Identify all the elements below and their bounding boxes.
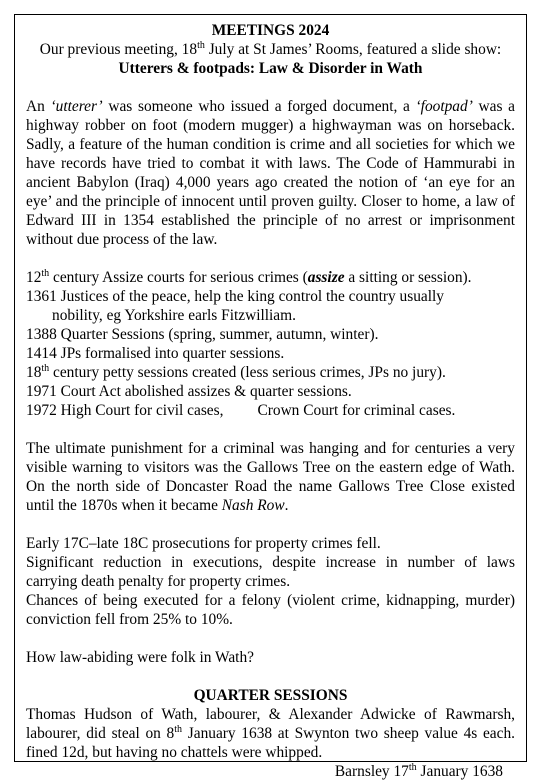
prosecutions-line-1: Early 17C–late 18C prosecutions for property crimes fell.: [26, 535, 381, 552]
quarter-sessions-record: [26, 705, 515, 762]
signoff-a: Barnsley 17: [334, 763, 409, 780]
signoff-line: [26, 762, 515, 781]
para1-text-3: was a highway robber on foot (modern mugger) a highwayman was on horseback. Sadly, a feature of the human condition is crime and all societies for which we have records have tried to combat it with laws. The Code of Hammurabi in ancient Babylon (Iraq) 4,000 years ago created the notion of ‘an eye for an eye’ and the principle of innocent until proven guilty. Closer to home, a law of Edward III in 1354 established the principle of no arrest or imprisonment without due process of the law.: [26, 98, 515, 248]
spacer: [26, 420, 515, 439]
court-timeline: [26, 268, 515, 420]
t7b: Crown Court for criminal cases.: [257, 402, 456, 419]
t5sup: th: [41, 362, 50, 374]
t1b: century Assize courts for serious crimes (: [49, 269, 308, 286]
paragraph-definitions: [26, 97, 515, 249]
question-line: How law-abiding were folk in Wath?: [26, 649, 254, 666]
t1sup: th: [41, 267, 50, 279]
prosecutions-line-2: Significant reduction in executions, despite increase in number of laws carrying death penalty for property crimes.: [26, 554, 515, 590]
t1d: a sitting or session).: [344, 269, 472, 286]
prosecutions-line-3: Chances of being executed for a felony (violent crime, kidnapping, murder) conviction fell from 25% to 10%.: [26, 592, 515, 628]
quarter-sessions-heading: QUARTER SESSIONS: [193, 687, 348, 704]
spacer: [26, 249, 515, 268]
t1a: 12: [26, 269, 42, 286]
timeline-line-2: 1361 Justices of the peace, help the king control the country usually: [26, 288, 445, 305]
spacer: [26, 667, 515, 686]
t5b: century petty sessions created (less serious crimes, JPs no jury).: [49, 364, 446, 381]
para2-text-c: .: [284, 497, 289, 514]
timeline-line-6: 1971 Court Act abolished assizes & quarter sessions.: [26, 383, 352, 400]
spacer: [26, 78, 515, 97]
para1-text-1: An: [26, 98, 51, 115]
signoff-sup: th: [408, 761, 417, 773]
timeline-line-3: 1388 Quarter Sessions (spring, summer, autumn, winter).: [26, 326, 379, 343]
para1-text-2: was someone who issued a forged document, a: [102, 98, 416, 115]
timeline-line-4: 1414 JPs formalised into quarter sessions.: [26, 345, 285, 362]
meetings-heading: MEETINGS 2024: [211, 22, 330, 39]
t5a: 18: [26, 364, 42, 381]
paragraph-gallows: [26, 439, 515, 515]
term-utterer: ‘utterer’: [50, 98, 103, 115]
talk-title: Utterers & footpads: Law & Disorder in Wath: [118, 60, 423, 77]
term-footpad: ‘footpad’: [415, 98, 473, 115]
intro-text-a: Our previous meeting, 18: [39, 41, 198, 58]
qs-text-b: January 1638 at Swynton two sheep value 4s each. fined 12d, but having no chattels were whipped.: [26, 725, 515, 761]
term-assize: assize: [307, 269, 345, 286]
spacer: [26, 515, 515, 534]
timeline-line-7: [26, 401, 515, 420]
qs-text-a: Thomas Hudson of Wath, labourer, & Alexander Adwicke of Rawmarsh, labourer, did steal on 8: [26, 706, 515, 742]
newsletter-page: [14, 14, 527, 780]
spacer: [26, 629, 515, 648]
intro-text-b: July at St James’ Rooms, featured a slide show:: [204, 41, 502, 58]
timeline-line-1: [26, 268, 515, 287]
paragraph-prosecutions: [26, 534, 515, 629]
term-nash-row: Nash Row: [221, 497, 285, 514]
para2-text-a: The ultimate punishment for a criminal was hanging and for centuries a very visible warning to visitors was the Gallows Tree on the eastern edge of Wath. On the north side of Doncaster Road the name Gallows Tree Close existed until the 1870s when it became: [26, 440, 515, 514]
timeline-line-5: [26, 363, 515, 382]
timeline-line-2b: nobility, eg Yorkshire earls Fitzwilliam.: [52, 307, 296, 324]
qs-sup: th: [174, 723, 183, 735]
intro-line: [26, 40, 515, 59]
t7a: 1972 High Court for civil cases,: [26, 402, 224, 419]
signoff-b: January 1638: [416, 763, 503, 780]
intro-sup: th: [197, 39, 205, 51]
